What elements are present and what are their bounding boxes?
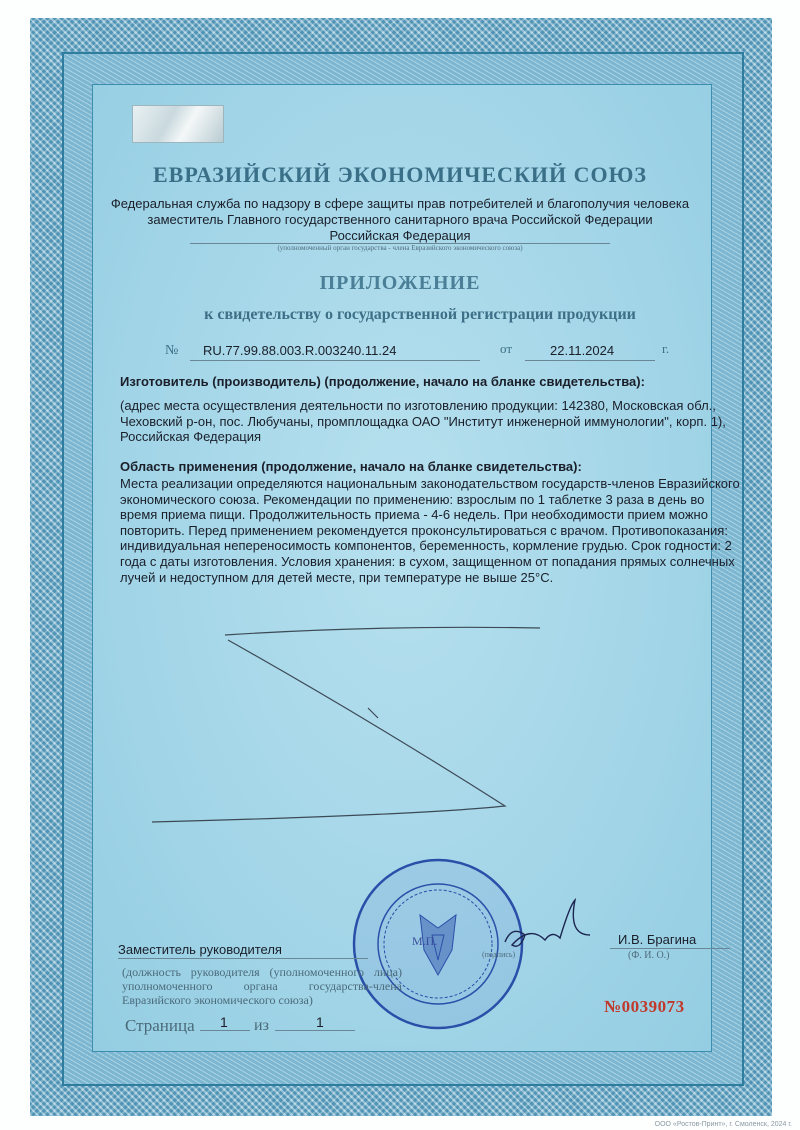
page-number-underline xyxy=(200,1030,250,1031)
agency-caption: (уполномоченный орган государства - члена Евразийского экономического союза) xyxy=(277,244,523,252)
manufacturer-heading: Изготовитель (производитель) (продолжение, начало на бланке свидетельства): xyxy=(120,374,645,389)
scope-heading: Область применения (продолжение, начало на бланке свидетельства): xyxy=(120,459,582,474)
year-suffix: г. xyxy=(662,341,670,356)
document-title: ПРИЛОЖЕНИЕ xyxy=(319,272,481,294)
page-of-label: из xyxy=(254,1017,269,1034)
agency-line-2: заместитель Главного государственного санитарного врача Российской Федерации xyxy=(147,212,653,227)
page-number: 1 xyxy=(220,1014,228,1030)
registration-date: 22.11.2024 xyxy=(550,343,615,358)
union-title: ЕВРАЗИЙСКИЙ ЭКОНОМИЧЕСКИЙ СОЮЗ xyxy=(152,162,648,187)
signer-name-underline xyxy=(610,948,730,949)
page-label: Страница xyxy=(125,1016,195,1035)
signature-caption: (подпись) xyxy=(482,950,516,959)
number-sign: № xyxy=(165,343,179,358)
serial-number: №0039073 xyxy=(604,997,685,1016)
position-caption: (должность руководителя (уполномоченного лица) уполномоченного органа государства-члена Евразийского экономического союза) xyxy=(122,965,402,1007)
fio-caption: (Ф. И. О.) xyxy=(628,950,670,961)
blank-space-z-mark xyxy=(152,627,540,822)
manufacturer-text: (адрес места осуществления деятельности по изготовлению продукции: 142380, Московская обл., Чеховский р-он, пос. Любучаны, промплощадка ОАО "Институт инженерной иммунологии", корп. 1), Российская Федерация xyxy=(120,398,726,445)
page-total: 1 xyxy=(316,1014,324,1030)
signer-name: И.В. Брагина xyxy=(618,932,697,947)
printer-note: ООО «Ростов-Принт», г. Смоленск, 2024 г. xyxy=(654,1121,792,1128)
document-subtitle: к свидетельству о государственной регистрации продукции xyxy=(204,306,636,323)
signer-position-underline xyxy=(118,958,368,959)
agency-line-1: Федеральная служба по надзору в сфере защиты прав потребителей и благополучия человека xyxy=(110,196,690,211)
registration-number: RU.77.99.88.003.R.003240.11.24 xyxy=(203,343,397,358)
scope-text: Места реализации определяются национальным законодательством государств-членов Евразийского экономического союза. Рекомендации по применению: взрослым по 1 таблетке 3 раза в день во время приема пищи. Продолжительность приема - 4-6 недель. При необходимости прием можно повторить. Перед применением рекомендуется проконсультироваться с врачом. Противопоказания: индивидуальная непереносимость компонентов, беременность, кормление грудью. Срок годности: 2 года с даты изготовления. Условия хранения: в сухом, защищенном от попадания прямых солнечных лучей и недоступном для детей месте, при температуре не выше 25°С. xyxy=(120,476,740,585)
seal-mp-label: М.П. xyxy=(412,934,438,948)
page-total-underline xyxy=(275,1030,355,1031)
signer-position: Заместитель руководителя xyxy=(118,942,282,957)
date-prefix: от xyxy=(500,341,513,356)
agency-line-3: Российская Федерация xyxy=(329,228,471,243)
